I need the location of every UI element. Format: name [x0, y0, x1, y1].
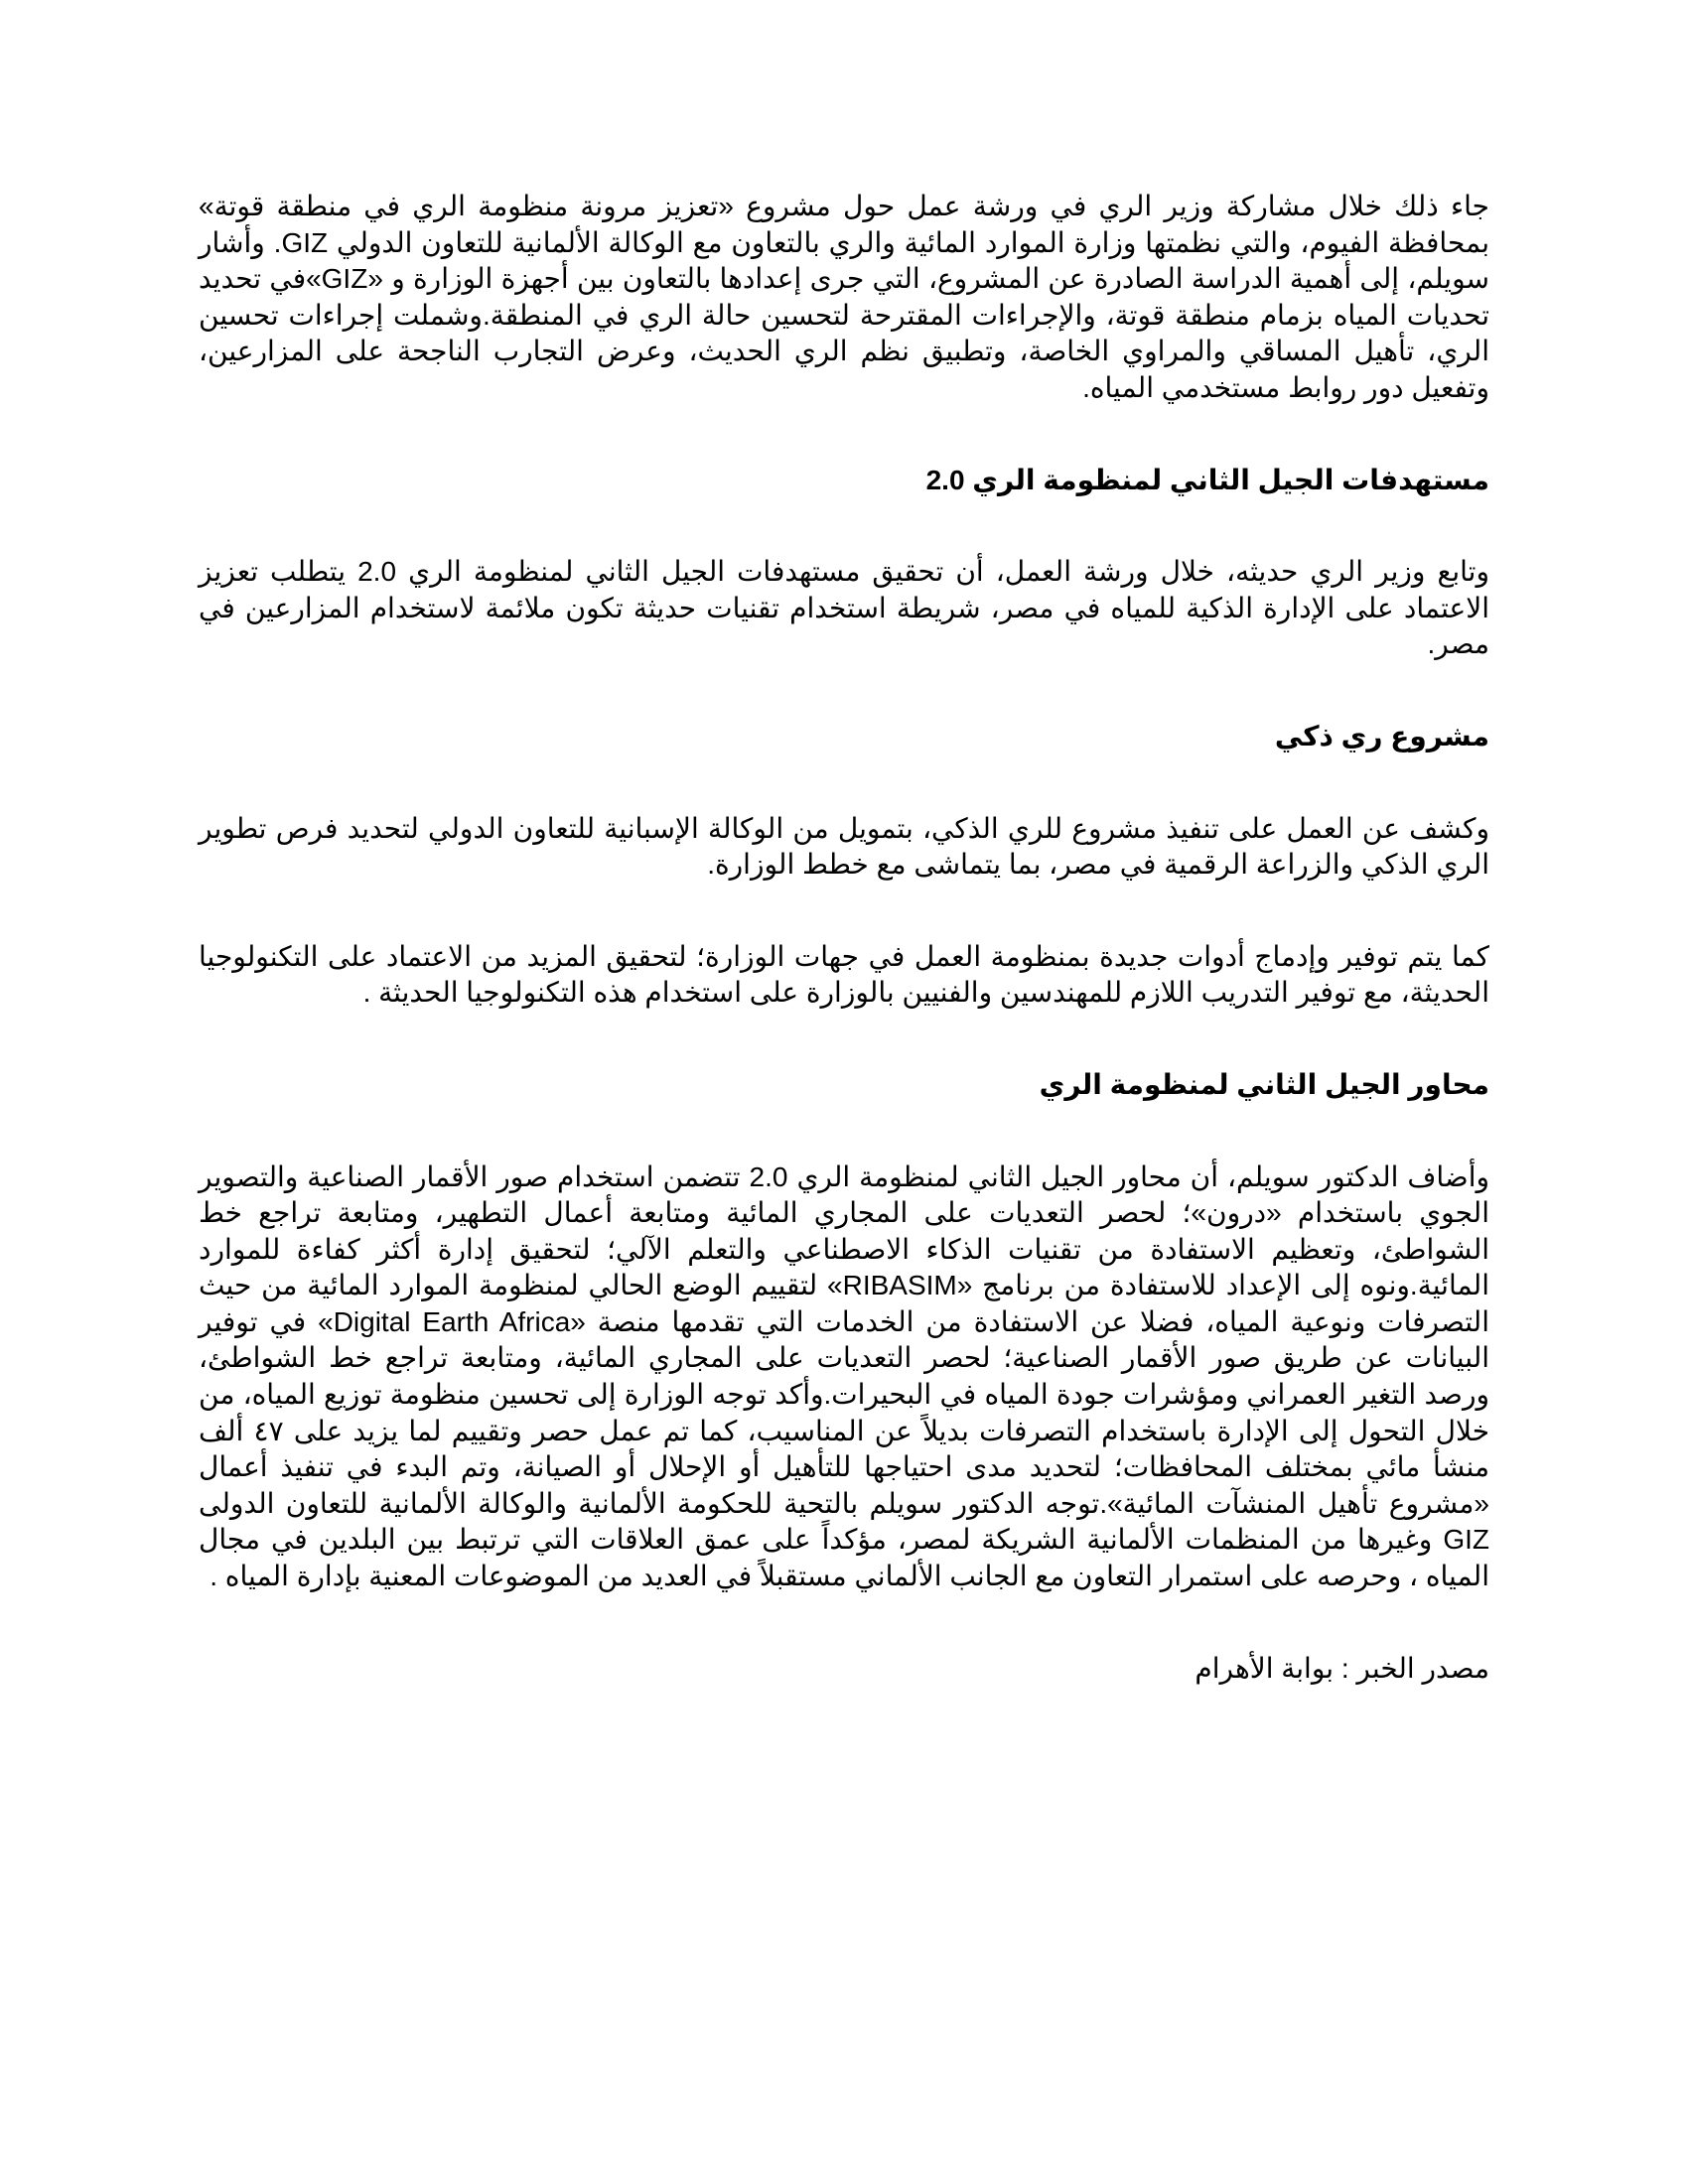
heading-second-generation-goals: مستهدفات الجيل الثاني لمنظومة الري 2.0	[925, 464, 1489, 495]
paragraph-smart-irrigation: وكشف عن العمل على تنفيذ مشروع للري الذكي، بتمويل من الوكالة الإسبانية للتعاون الدولي لتحديد فرص تطوير الري الذكي والزراعة الرقمية في مصر، بما يتماشى مع خطط الوزارة.	[199, 812, 1489, 881]
paragraph-intro: جاء ذلك خلال مشاركة وزير الري في ورشة عمل حول مشروع «تعزيز مرونة منظومة الري في منطقة قوتة» بمحافظة الفيوم، والتي نظمتها وزارة الموارد المائية والري بالتعاون مع الوكالة الألمانية للتعاون الدولي GIZ. وأشار سويلم، إلى أهمية الدراسة الصادرة عن المشروع، التي جرى إعدادها بالتعاون بين أجهزة الوزارة و «GIZ»في تحديد تحديات المياه بزمام منطقة قوتة، والإجراءات المقترحة لتحسين حالة الري في المنطقة.وشملت إجراءات تحسين الري، تأهيل المساقي والمراوي الخاصة، وتطبيق نظم الري الحديث، وعرض التجارب الناجحة على المزارعين، وتفعيل دور روابط مستخدمي المياه.	[199, 191, 1489, 403]
news-source: مصدر الخبر : بوابة الأهرام	[1195, 1652, 1489, 1684]
paragraph-new-tools: كما يتم توفير وإدماج أدوات جديدة بمنظومة العمل في جهات الوزارة؛ لتحقيق المزيد من الاعتماد على التكنولوجيا الحديثة، مع توفير التدريب اللازم للمهندسين والفنيين بالوزارة على استخدام هذه التكنولوجيا الحديثة .	[199, 940, 1489, 1009]
paragraph-axes: وأضاف الدكتور سويلم، أن محاور الجيل الثاني لمنظومة الري 2.0 تتضمن استخدام صور الأقمار الصناعية والتصوير الجوي باستخدام «درون»؛ لحصر التعديات على المجاري المائية ومتابعة أعمال التطهير، ومتابعة تراجع خط الشواطئ، وتعظيم الاستفادة من تقنيات الذكاء الاصطناعي والتعلم الآلي؛ لتحقيق إدارة أكثر كفاءة للموارد المائية.ونوه إلى الإعداد للاستفادة من برنامج «RIBASIM» لتقييم الوضع الحالي لمنظومة الموارد المائية من حيث التصرفات ونوعية المياه، فضلا عن الاستفادة من الخدمات التي تقدمها منصة «Digital Earth Africa» في توفير البيانات عن طريق صور الأقمار الصناعية؛ لحصر التعديات على المجاري المائية، ومتابعة تراجع خط الشواطئ، ورصد التغير العمراني ومؤشرات جودة المياه في البحيرات.وأكد توجه الوزارة إلى تحسين منظومة توزيع المياه، من خلال التحول إلى الإدارة باستخدام التصرفات بديلاً عن المناسيب، كما تم عمل حصر وتقييم لما يزيد على ٤٧ ألف منشأ مائي بمختلف المحافظات؛ لتحديد مدى احتياجها للتأهيل أو الإحلال أو الصيانة، وتم البدء في تنفيذ أعمال «مشروع تأهيل المنشآت المائية».توجه الدكتور سويلم بالتحية للحكومة الألمانية والوكالة الألمانية للتعاون الدولى GIZ وغيرها من المنظمات الألمانية الشريكة لمصر، مؤكداً على عمق العلاقات التي ترتبط بين البلدين في مجال المياه ، وحرصه على استمرار التعاون مع الجانب الألماني مستقبلاً في العديد من الموضوعات المعنية بإدارة المياه .	[199, 1160, 1490, 1592]
heading-second-generation-axes: محاور الجيل الثاني لمنظومة الري	[1039, 1068, 1489, 1100]
paragraph-goals: وتابع وزير الري حديثه، خلال ورشة العمل، أن تحقيق مستهدفات الجيل الثاني لمنظومة الري 2.0 يتطلب تعزيز الاعتماد على الإدارة الذكية للمياه في مصر، شريطة استخدام تقنيات حديثة تكون ملائمة لاستخدام المزارعين في مصر.	[199, 556, 1489, 660]
document-body	[199, 189, 1489, 1687]
heading-smart-irrigation: مشروع ري ذكي	[1274, 720, 1489, 751]
